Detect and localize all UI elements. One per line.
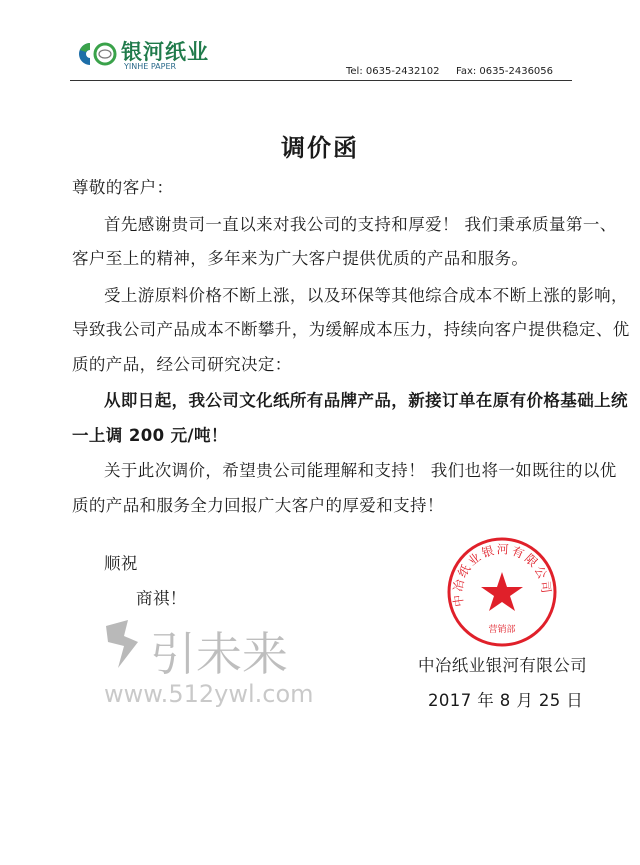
page-title: 调价函 xyxy=(281,134,359,162)
body-line: 质的产品和服务全力回报广大客户的厚爱和支持！ xyxy=(72,496,444,515)
body-line-bold: 从即日起，我公司文化纸所有品牌产品，新接订单在原有价格基础上统 xyxy=(104,391,628,410)
header-divider xyxy=(70,80,572,81)
body-line: 质的产品，经公司研究决定： xyxy=(72,355,292,374)
body-line-bold: 一上调 200 元/吨！ xyxy=(72,426,228,445)
fax: Fax: 0635-2436056 xyxy=(456,66,554,77)
brand-name-en: YINHE PAPER xyxy=(124,62,177,71)
watermark-text: 引未来 xyxy=(150,627,288,681)
body-line: 导致我公司产品成本不断攀升，为缓解成本压力，持续向客户提供稳定、优 xyxy=(72,320,630,339)
seal-subtext: 营销部 xyxy=(488,625,516,635)
body-line: 受上游原料价格不断上涨，以及环保等其他综合成本不断上涨的影响， xyxy=(104,286,628,305)
closing: 顺祝 xyxy=(104,554,138,573)
seal-text: 中冶纸业银河有限公司 xyxy=(450,542,554,608)
tel: Tel: 0635-2432102 xyxy=(346,66,440,77)
closing-regards: 商祺！ xyxy=(136,589,187,608)
signature-company: 中冶纸业银河有限公司 xyxy=(418,656,587,675)
signature-date: 2017 年 8 月 25 日 xyxy=(428,691,584,710)
body-line: 首先感谢贵司一直以来对我公司的支持和厚爱！ 我们秉承质量第一、 xyxy=(104,215,617,234)
brand-name: 银河纸业 xyxy=(121,40,209,64)
logo-icon xyxy=(76,40,118,68)
watermark-url: www.512ywl.com xyxy=(104,680,314,708)
body-line: 客户至上的精神，多年来为广大客户提供优质的产品和服务。 xyxy=(72,249,529,268)
watermark-logo-icon xyxy=(98,616,148,672)
company-seal xyxy=(446,536,558,648)
body-line: 关于此次调价，希望贵公司能理解和支持！ 我们也将一如既往的以优 xyxy=(104,461,617,480)
salutation: 尊敬的客户： xyxy=(72,178,174,197)
